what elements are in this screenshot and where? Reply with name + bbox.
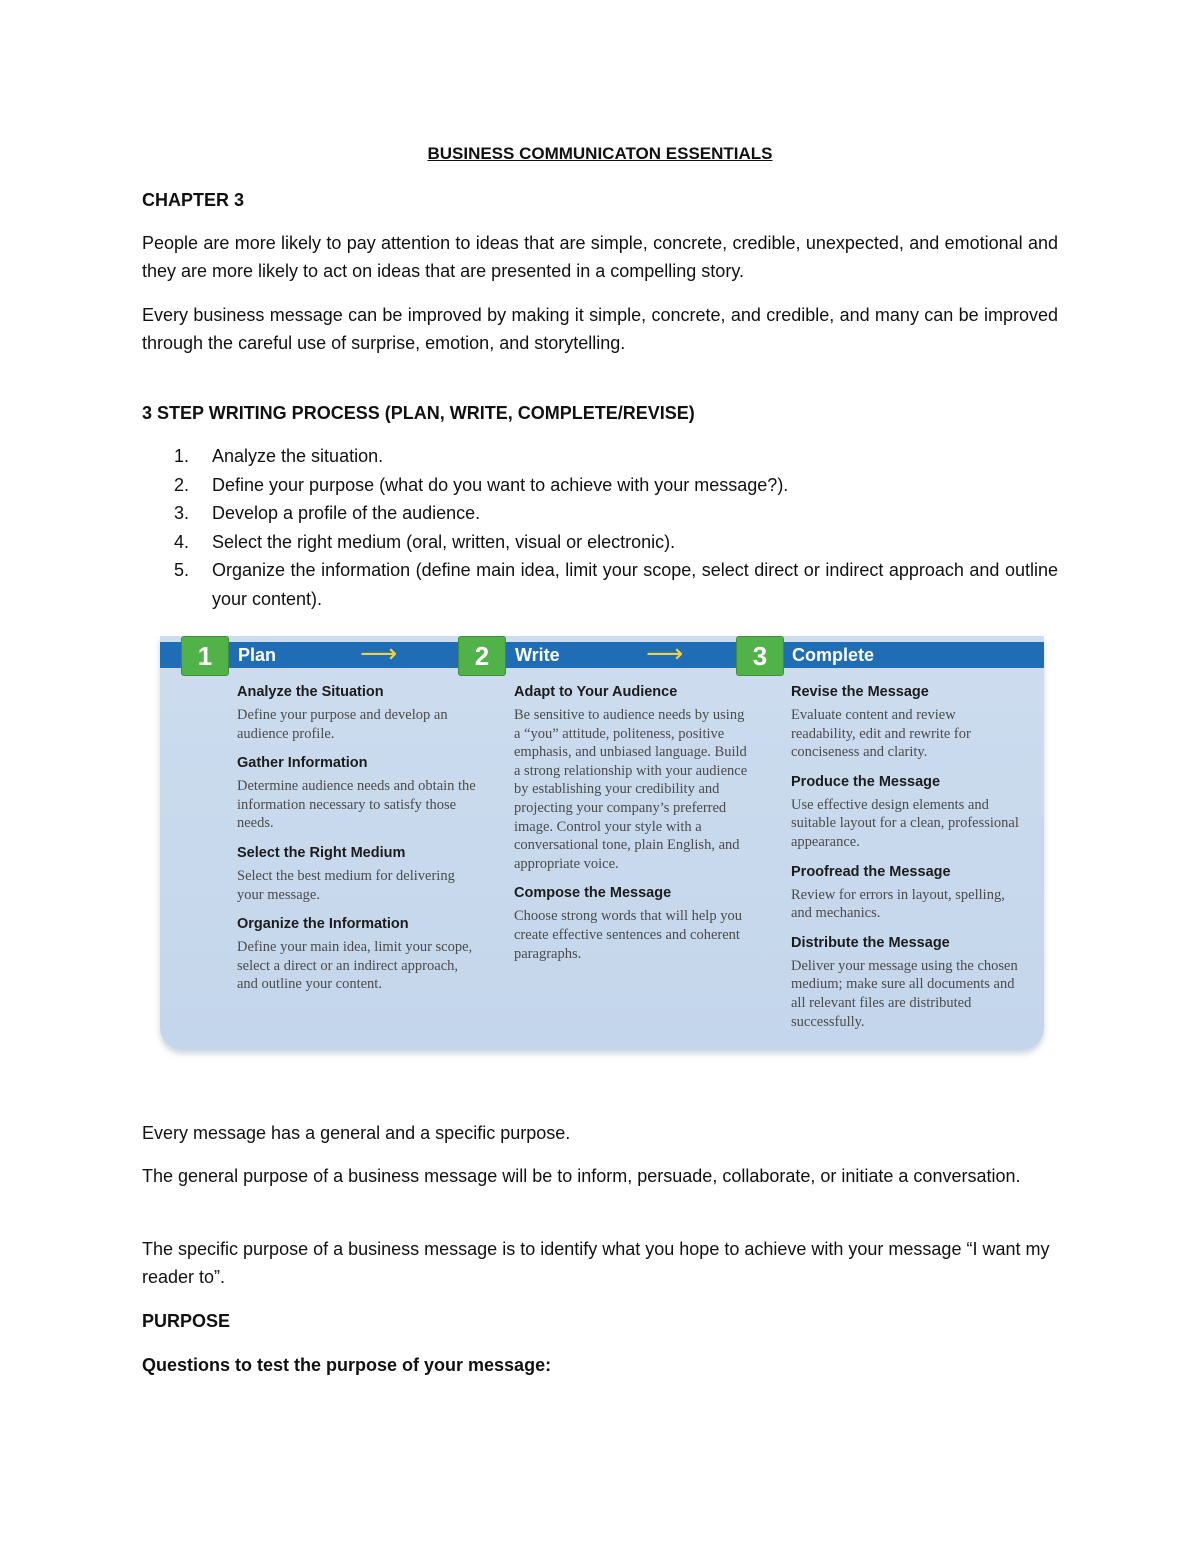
- section-heading: Analyze the Situation: [237, 684, 384, 700]
- process-heading: 3 STEP WRITING PROCESS (PLAN, WRITE, COMPLETE/REVISE): [142, 403, 695, 423]
- list-item: 5. Organize the information (define main idea, limit your scope, select direct or indirect approach and outline your content).: [174, 560, 1058, 609]
- plan-column: [237, 682, 477, 1004]
- diagram-header-bar: [160, 639, 1044, 669]
- section-body: Select the best medium for delivering your message.: [237, 867, 455, 903]
- section-heading: Proofread the Message: [791, 863, 951, 880]
- section-body: Be sensitive to audience needs by using a “you” attitude, politeness, positive emphasis, and unbiased language. Build a strong relationship with your audience by establishing your credibility and projecting your company’s preferred image. Control your style with a conversational tone, plain English, and appropriate voice.: [514, 707, 748, 872]
- intro-paragraph-2: Every business message can be improved by making it simple, concrete, and credible, and many can be improved through the careful use of surprise, emotion, and storytelling.: [142, 305, 1058, 353]
- list-item: 1. Analyze the situation.: [174, 446, 384, 466]
- section-heading: Revise the Message: [791, 684, 929, 700]
- chapter-heading: CHAPTER 3: [142, 190, 245, 210]
- list-item: 4. Select the right medium (oral, written, visual or electronic).: [174, 531, 676, 552]
- section-body: Determine audience needs and obtain the information necessary to satisfy those needs.: [237, 778, 476, 832]
- section-body: Define your main idea, limit your scope, select a direct or an indirect approach, and outline your content.: [237, 939, 473, 993]
- questions-heading: Questions to test the purpose of your message:: [142, 1355, 552, 1375]
- step-label-write: Write: [515, 645, 560, 665]
- section-body: Define your purpose and develop an audience profile.: [237, 707, 448, 742]
- step-badge-3: 3: [736, 636, 784, 676]
- purpose-paragraph-1: Every message has a general and a specific purpose.: [142, 1123, 571, 1143]
- section-body: Deliver your message using the chosen medium; make sure all documents and all relevant files are distributed successfully.: [791, 957, 1018, 1030]
- document-title: BUSINESS COMMUNICATON ESSENTIALS: [427, 144, 773, 163]
- section-body: Choose strong words that will help you create effective sentences and coherent paragraphs.: [514, 908, 742, 962]
- section-heading: Select the Right Medium: [237, 844, 406, 861]
- arrow-right-icon: ⟶: [360, 639, 398, 669]
- step-label-plan: Plan: [238, 645, 277, 665]
- purpose-paragraph-3: The specific purpose of a business message is to identify what you hope to achieve with your message “I want my reader to”.: [142, 1239, 1050, 1287]
- section-heading: Organize the Information: [237, 916, 409, 933]
- arrow-right-icon: ⟶: [646, 639, 684, 669]
- section-heading: Compose the Message: [514, 885, 672, 902]
- steps-list: [142, 442, 1058, 613]
- step-label-complete: Complete: [792, 645, 875, 665]
- section-body: Review for errors in layout, spelling, and mechanics.: [791, 886, 1005, 922]
- list-item: 3. Develop a profile of the audience.: [174, 503, 481, 523]
- purpose-heading: PURPOSE: [142, 1311, 231, 1331]
- section-body: Evaluate content and review readability, edit and rewrite for conciseness and clarity.: [791, 707, 971, 761]
- section-heading: Distribute the Message: [791, 934, 950, 951]
- complete-column: [791, 682, 1023, 1041]
- writing-process-diagram: [160, 636, 1044, 1050]
- section-body: Use effective design elements and suitable layout for a clean, professional appearance.: [791, 796, 1019, 850]
- write-column: [514, 682, 752, 973]
- step-badge-2: 2: [458, 636, 506, 676]
- section-heading: Produce the Message: [791, 773, 941, 790]
- intro-paragraph-1: People are more likely to pay attention to ideas that are simple, concrete, credible, unexpected, and emotional and they are more likely to act on ideas that are presented in a compelling story.: [142, 233, 1058, 281]
- step-badge-1: 1: [181, 636, 229, 676]
- section-heading: Adapt to Your Audience: [514, 684, 678, 700]
- section-heading: Gather Information: [237, 755, 368, 772]
- purpose-paragraph-2: The general purpose of a business message will be to inform, persuade, collaborate, or initiate a conversation.: [142, 1166, 1021, 1186]
- list-item: 2. Define your purpose (what do you want to achieve with your message?).: [174, 474, 789, 495]
